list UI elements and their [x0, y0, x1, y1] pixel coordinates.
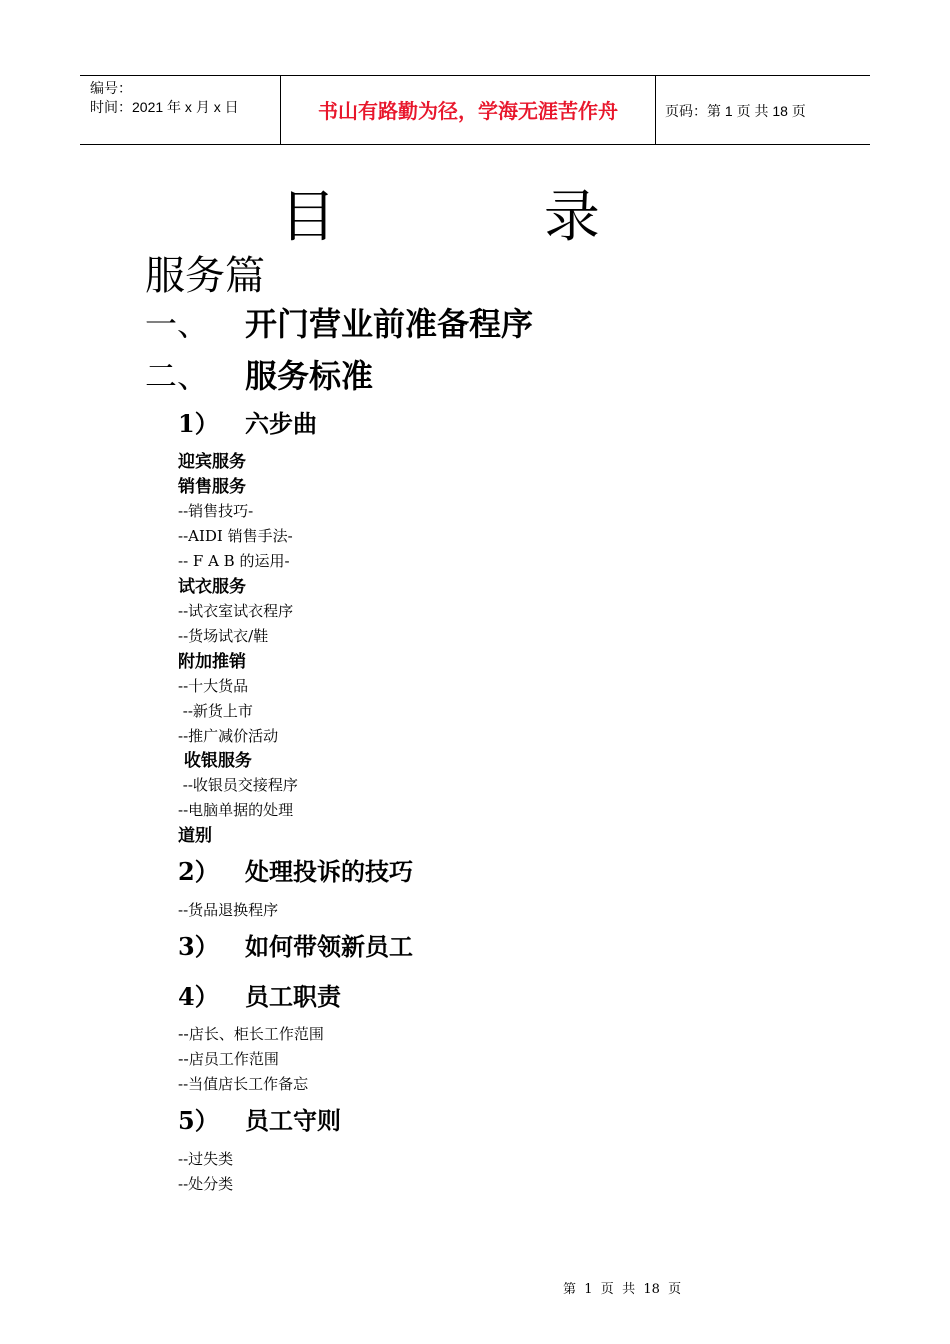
toc-sub-number: 3）: [178, 932, 219, 961]
entry-top-ten: --十大货品: [178, 677, 249, 695]
entry-penalties: --处分类: [178, 1175, 234, 1193]
entry-returns: --货品退换程序: [178, 901, 279, 919]
entry-staff-scope: --店员工作范围: [178, 1050, 279, 1068]
entry-fab: -- F A B 的运用-: [178, 552, 290, 570]
header-motto-cell: [280, 76, 656, 144]
entry-fitting-room: --试衣室试衣程序: [178, 602, 294, 620]
toc-sub-text: 六步曲: [245, 409, 317, 438]
entry-new-arrivals: --新货上市: [178, 702, 253, 720]
toc-sub-number: 5）: [178, 1106, 219, 1135]
entry-fitting: 试衣服务: [178, 577, 246, 597]
header-page-cell: [655, 76, 870, 144]
motto-text: 书山有路勤为径，学海无涯苦作舟: [318, 99, 618, 123]
toc-item-number: 一、: [145, 305, 210, 343]
section-heading: 服务篇: [145, 253, 265, 299]
number-label: 编号：: [90, 80, 132, 96]
toc-title-left: 目: [280, 185, 336, 250]
entry-faults: --过失类: [178, 1150, 234, 1168]
entry-promotion: --推广减价活动: [178, 727, 279, 745]
toc-title: [280, 185, 600, 250]
toc-sub-text: 员工职责: [245, 982, 341, 1011]
toc-item-text: 服务标准: [245, 357, 374, 395]
time-label: 时间：2021 年 x 月 x 日: [90, 99, 239, 115]
entry-receipts: --电脑单据的处理: [178, 801, 294, 819]
page-footer: 第 1 页 共 18 页: [563, 1282, 682, 1297]
toc-sub-text: 处理投诉的技巧: [245, 857, 413, 886]
entry-duty-memo: --当值店长工作备忘: [178, 1075, 309, 1093]
entry-welcome: 迎宾服务: [178, 452, 246, 472]
entry-manager-scope: --店长、柜长工作范围: [178, 1025, 324, 1043]
page-header: [80, 75, 870, 145]
toc-sub-number: 2）: [178, 857, 219, 886]
toc-item-number: 二、: [145, 357, 210, 395]
entry-sales: 销售服务: [178, 477, 246, 497]
page-info: 页码：第 1 页 共 18 页: [665, 103, 806, 119]
toc-sub-text: 如何带领新员工: [245, 932, 413, 961]
toc-sub-text: 员工守则: [245, 1106, 341, 1135]
entry-floor-fitting: --货场试衣/鞋: [178, 627, 269, 645]
toc-item-text: 开门营业前准备程序: [245, 305, 534, 343]
entry-addon-sales: 附加推销: [178, 652, 246, 672]
toc-title-right: 录: [543, 185, 600, 250]
header-meta-cell: [80, 76, 280, 144]
entry-sales-skills: --销售技巧-: [178, 502, 254, 520]
entry-cashier-handover: --收银员交接程序: [178, 776, 298, 794]
toc-sub-number: 1）: [178, 409, 219, 438]
toc-sub-number: 4）: [178, 982, 219, 1011]
entry-cashier: 收银服务: [178, 751, 252, 771]
entry-aidi: --AIDI 销售手法-: [178, 527, 293, 545]
entry-farewell: 道别: [178, 826, 212, 846]
